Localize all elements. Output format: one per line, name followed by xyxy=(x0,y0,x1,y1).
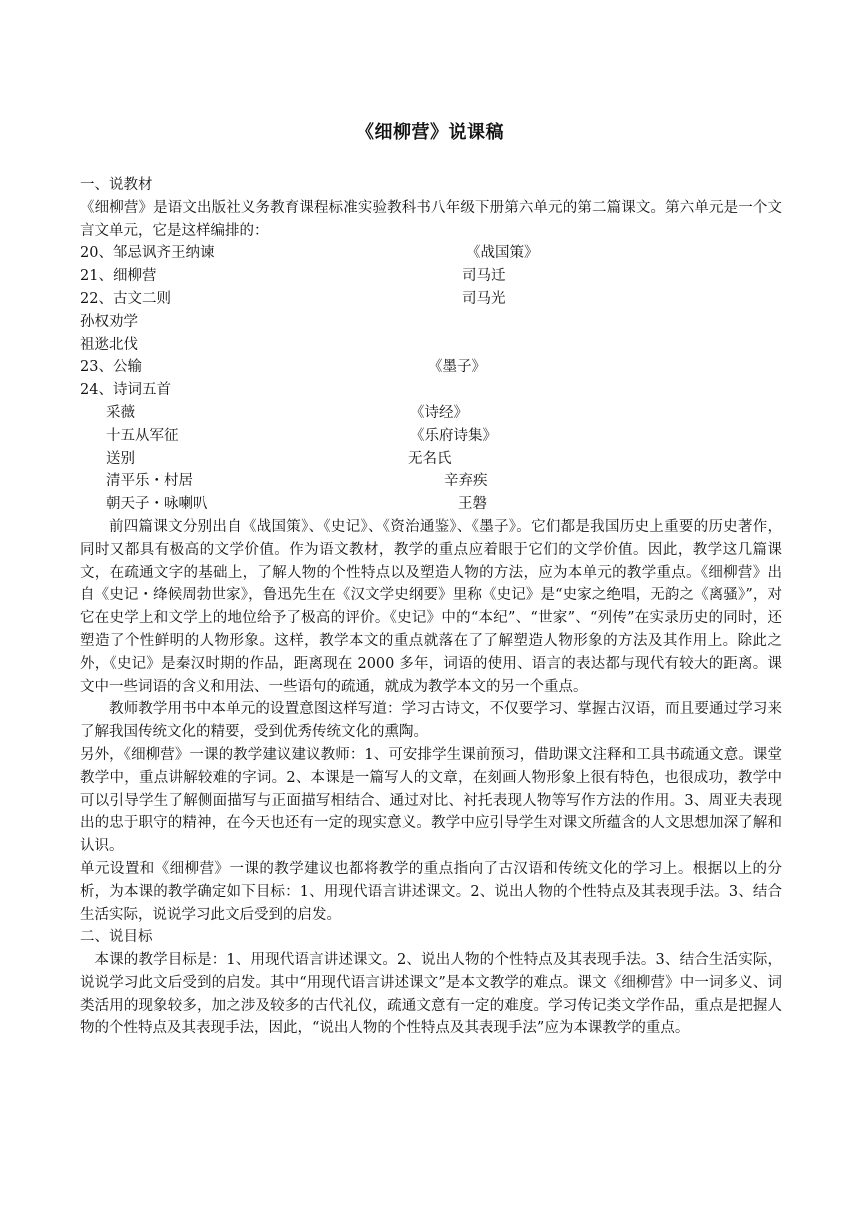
toc-row xyxy=(80,311,782,334)
toc-item: 22、古文二则 xyxy=(80,290,171,307)
toc-item: 祖逖北伐 xyxy=(80,336,138,353)
paragraph: 前四篇课文分别出自《战国策》、《史记》、《资治通鉴》、《墨子》。它们都是我国历史上重要的历史著作，同时又都具有极高的文学价值。作为语文教材，教学的重点应着眼于它们的文学价值。因此，教学这几篇课文，在疏通文字的基础上，了解人物的个性特点以及塑造人物的方法，应为本单元的教学重点。《细柳营》出自《史记・绛候周勃世家》，鲁迅先生在《汉文学史纲要》里称《史记》是“史家之绝唱，无韵之《离骚》”，对它在史学上和文学上的地位给予了极高的评价。《史记》中的“本纪”、“世家”、“列传”在实录历史的同时，还塑造了个性鲜明的人物形象。这样，教学本文的重点就落在了了解塑造人物形象的方法及其作用上。除此之外，《史记》是秦汉时期的作品，距离现在 2000 多年，词语的使用、语言的表达都与现代有较大的距离。课文中一些词语的含义和用法、一些语句的疏通，就成为教学本文的另一个重点。 xyxy=(80,518,782,695)
section-heading: 二、说目标 xyxy=(80,929,153,946)
poem-source: 无名氏 xyxy=(408,450,452,467)
toc-source: 司马光 xyxy=(462,290,506,307)
poem-row xyxy=(80,493,782,516)
toc-source: 《战国策》 xyxy=(466,245,539,262)
poem-item: 朝天子・咏喇叭 xyxy=(106,496,208,513)
toc-row xyxy=(80,265,782,288)
paragraph: 本课的教学目标是：1、用现代语言讲述课文。2、说出人物的个性特点及其表现手法。3、结合生活实际，说说学习此文后受到的启发。其中“用现代语言讲述课文”是本文教学的难点。课文《细柳营》中一词多义、词类活用的现象较多，加之涉及较多的古代礼仪，疏通文意有一定的难度。学习传记类文学作品，重点是把握人物的个性特点及其表现手法，因此，“说出人物的个性特点及其表现手法”应为本课教学的重点。 xyxy=(80,952,782,1037)
poem-row xyxy=(80,425,782,448)
intro-paragraph: 《细柳营》是语文出版社义务教育课程标准实验教科书八年级下册第六单元的第二篇课文。第六单元是一个文言文单元，它是这样编排的： xyxy=(80,199,782,239)
toc-row xyxy=(80,356,782,379)
toc-item: 20、邹忌讽齐王纳谏 xyxy=(80,245,215,262)
poem-item: 采薇 xyxy=(106,404,135,421)
poem-source: 《乐府诗集》 xyxy=(410,427,497,444)
toc-item: 21、细柳营 xyxy=(80,268,157,285)
poem-item: 送别 xyxy=(106,450,135,467)
toc-item: 24、诗词五首 xyxy=(80,382,171,399)
poem-row xyxy=(80,402,782,425)
poem-source: 王磐 xyxy=(458,496,487,513)
poem-row xyxy=(80,448,782,471)
poem-source: 《诗经》 xyxy=(410,404,468,421)
toc-item: 23、公输 xyxy=(80,359,142,376)
document-body xyxy=(80,174,782,1040)
section-heading: 一、说教材 xyxy=(80,177,153,193)
poem-item: 清平乐・村居 xyxy=(106,473,193,490)
toc-row xyxy=(80,242,782,265)
poem-row xyxy=(80,470,782,493)
paragraph: 另外，《细柳营》一课的教学建议建议教师：1、可安排学生课前预习，借助课文注释和工具书疏通文意。课堂教学中，重点讲解较难的字词。2、本课是一篇写人的文章，在刻画人物形象上很有特色，也很成功，教学中可以引导学生了解侧面描写与正面描写相结合、通过对比、衬托表现人物等写作方法的作用。3、周亚夫表现出的忠于职守的精神，在今天也还有一定的现实意义。教学中应引导学生对课文所蕴含的人文思想加深了解和认识。 xyxy=(80,746,782,855)
toc-row xyxy=(80,288,782,311)
toc-source: 《墨子》 xyxy=(428,359,486,376)
toc-item: 孙权劝学 xyxy=(80,313,138,330)
toc-row xyxy=(80,379,782,402)
poem-source: 辛弃疾 xyxy=(444,473,488,490)
poem-item: 十五从军征 xyxy=(106,427,179,444)
toc-row xyxy=(80,334,782,357)
paragraph: 单元设置和《细柳营》一课的教学建议也都将教学的重点指向了古汉语和传统文化的学习上。根据以上的分析，为本课的教学确定如下目标：1、用现代语言讲述课文。2、说出人物的个性特点及其表现手法。3、结合生活实际，说说学习此文后受到的启发。 xyxy=(80,860,782,923)
paragraph: 教师教学用书中本单元的设置意图这样写道：学习古诗文，不仅要学习、掌握古汉语，而且要通过学习来了解我国传统文化的精要，受到优秀传统文化的熏陶。 xyxy=(80,701,782,741)
document-title: 《细柳营》说课稿 xyxy=(356,122,504,143)
toc-source: 司马迁 xyxy=(462,268,506,285)
